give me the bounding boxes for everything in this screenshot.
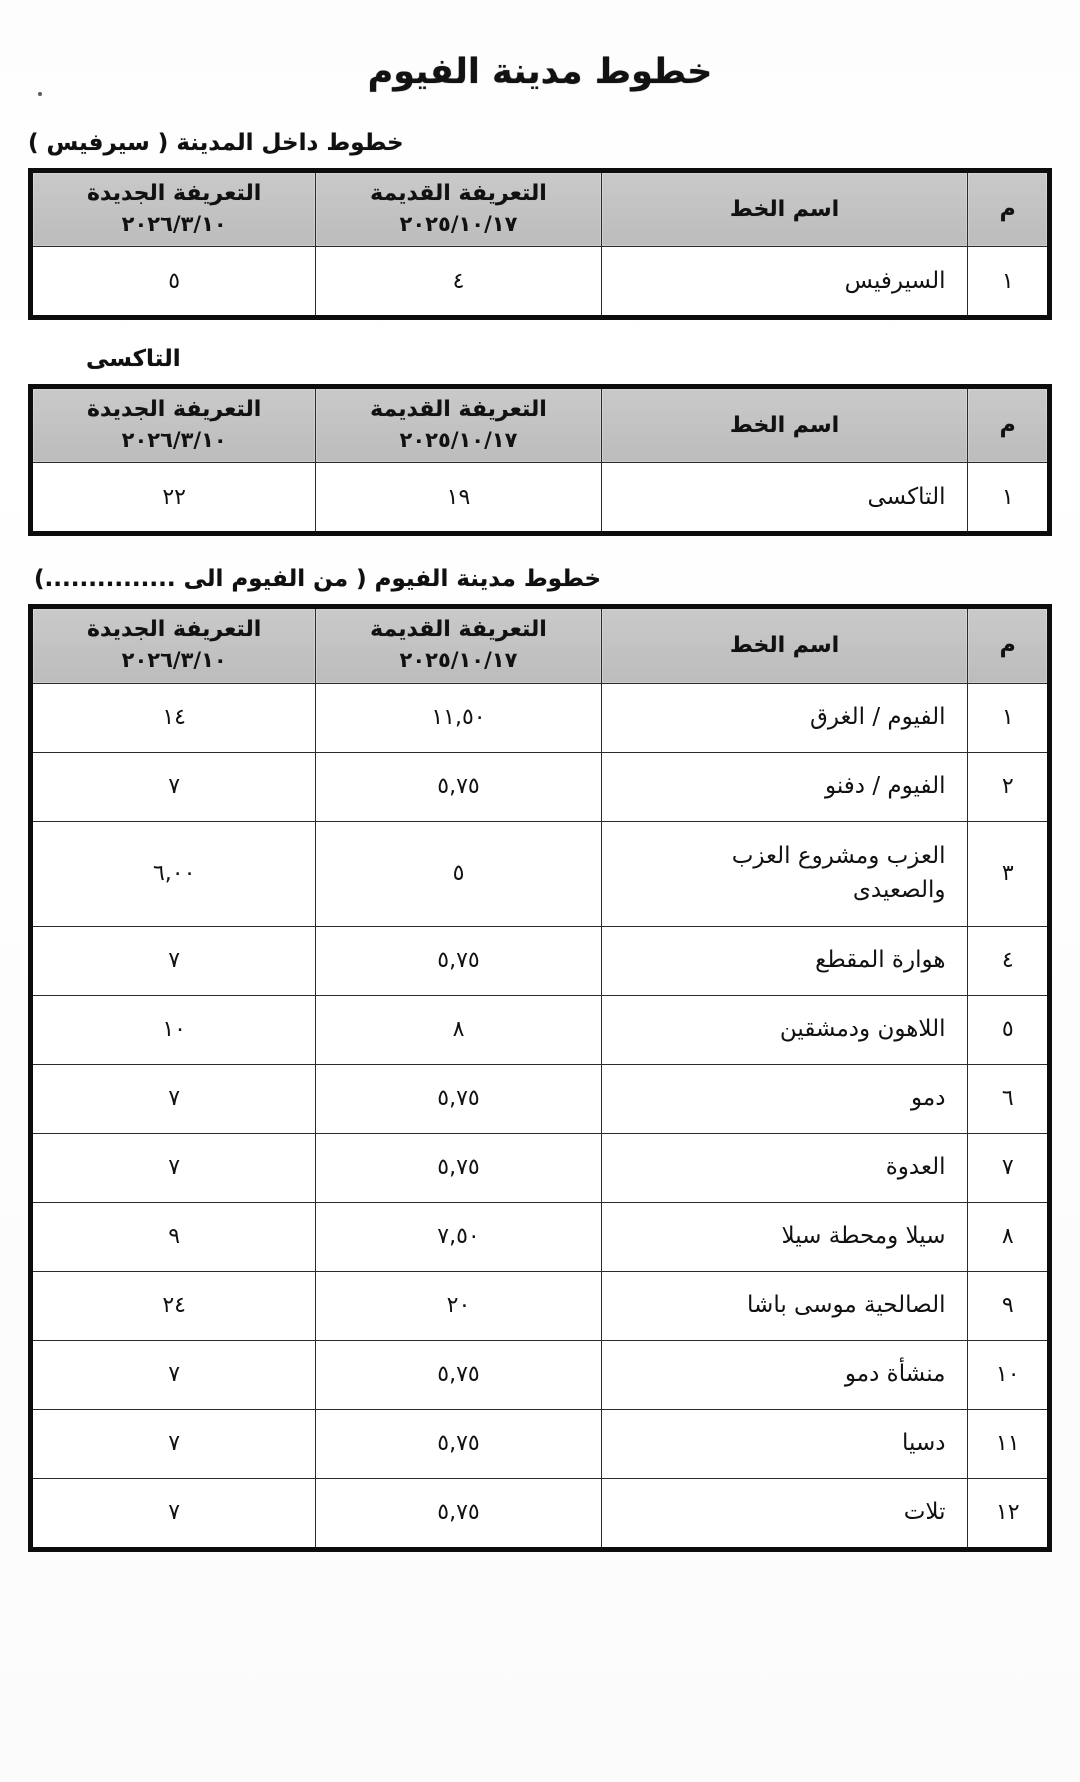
cell-old-tariff: ٢٠ (316, 1271, 601, 1340)
cell-line-name: منشأة دمو (601, 1340, 968, 1409)
table-row (31, 752, 1050, 821)
table-row (31, 1409, 1050, 1478)
cell-old-tariff: ١١,٥٠ (316, 683, 601, 752)
column-header-line-name-label: اسم الخط (729, 633, 840, 659)
column-header-line-name (601, 607, 968, 683)
column-header-new-tariff-label: التعريفة الجديدة (87, 397, 262, 423)
cell-old-tariff: ٥,٧٥ (316, 926, 601, 995)
cell-line-name-part1: العزب ومشروع العزب (731, 843, 946, 870)
column-header-line-name-label: اسم الخط (729, 413, 840, 439)
table-row (31, 821, 1050, 926)
cell-old-tariff: ٧,٥٠ (316, 1202, 601, 1271)
column-header-index-label: م (999, 633, 1016, 659)
table-row (31, 463, 1050, 534)
cell-new-tariff: ١٠ (31, 995, 316, 1064)
cell-new-tariff: ٧ (31, 1064, 316, 1133)
cell-line-name (601, 821, 968, 926)
cell-line-name: السيرفيس (601, 247, 968, 318)
column-header-new-tariff-date: ٢٠٢٦/٣/١٠ (121, 648, 227, 673)
column-header-index-label: م (999, 413, 1016, 439)
cell-index: ٤ (968, 926, 1050, 995)
cell-new-tariff: ٩ (31, 1202, 316, 1271)
table-header (31, 171, 1050, 247)
column-header-new-tariff-label: التعريفة الجديدة (87, 617, 262, 643)
cell-index: ٢ (968, 752, 1050, 821)
cell-line-name: دمو (601, 1064, 968, 1133)
cell-old-tariff: ٥,٧٥ (316, 1340, 601, 1409)
page-title: خطوط مدينة الفيوم (367, 52, 713, 92)
table-body (31, 247, 1050, 318)
cell-index: ٩ (968, 1271, 1050, 1340)
cell-index: ١٢ (968, 1478, 1050, 1549)
cell-new-tariff: ٦,٠٠ (31, 821, 316, 926)
cell-index: ٥ (968, 995, 1050, 1064)
header-row (31, 607, 1050, 683)
column-header-new-tariff (31, 387, 316, 463)
column-header-line-name (601, 387, 968, 463)
cell-index: ٦ (968, 1064, 1050, 1133)
scan-speck (38, 92, 42, 96)
column-header-old-tariff-date: ٢٠٢٥/١٠/١٧ (399, 427, 518, 452)
cell-index: ١٠ (968, 1340, 1050, 1409)
cell-old-tariff: ٥,٧٥ (316, 752, 601, 821)
cell-old-tariff: ٨ (316, 995, 601, 1064)
column-header-new-tariff-label: التعريفة الجديدة (87, 181, 262, 206)
cell-old-tariff: ٥,٧٥ (316, 1478, 601, 1549)
cell-old-tariff: ٤ (316, 247, 601, 318)
table-city-service (28, 168, 1052, 320)
cell-line-name: التاكسى (601, 463, 968, 534)
table-row (31, 1340, 1050, 1409)
table-taxi (28, 384, 1052, 536)
cell-new-tariff: ٧ (31, 1478, 316, 1549)
column-header-new-tariff-date: ٢٠٢٦/٣/١٠ (121, 211, 227, 236)
cell-old-tariff: ١٩ (316, 463, 601, 534)
cell-index: ١١ (968, 1409, 1050, 1478)
table-row (31, 247, 1050, 318)
section-heading-city-service: خطوط داخل المدينة ( سيرفيس ) (28, 130, 404, 156)
cell-index: ٣ (968, 821, 1050, 926)
cell-new-tariff: ٢٤ (31, 1271, 316, 1340)
column-header-old-tariff-label: التعريفة القديمة (370, 181, 547, 206)
cell-index: ٨ (968, 1202, 1050, 1271)
cell-line-name: اللاهون ودمشقين (601, 995, 968, 1064)
column-header-new-tariff (31, 607, 316, 683)
cell-line-name-part2: والصعيدى (852, 876, 946, 903)
column-header-line-name-label: اسم الخط (729, 197, 840, 222)
cell-line-name: الفيوم / دفنو (601, 752, 968, 821)
cell-new-tariff: ٧ (31, 752, 316, 821)
table-intercity-lines (28, 604, 1052, 1551)
column-header-new-tariff-date: ٢٠٢٦/٣/١٠ (121, 427, 227, 452)
table-row (31, 1064, 1050, 1133)
table-row (31, 683, 1050, 752)
column-header-old-tariff-date: ٢٠٢٥/١٠/١٧ (399, 211, 518, 236)
cell-index: ٧ (968, 1133, 1050, 1202)
column-header-index (968, 607, 1050, 683)
cell-old-tariff: ٥,٧٥ (316, 1409, 601, 1478)
table-body (31, 463, 1050, 534)
column-header-index (968, 387, 1050, 463)
cell-line-name: سيلا ومحطة سيلا (601, 1202, 968, 1271)
column-header-old-tariff (316, 171, 601, 247)
cell-line-name: تلات (601, 1478, 968, 1549)
column-header-index (968, 171, 1050, 247)
header-row (31, 171, 1050, 247)
cell-old-tariff: ٥,٧٥ (316, 1133, 601, 1202)
table-row (31, 926, 1050, 995)
cell-new-tariff: ٧ (31, 1340, 316, 1409)
cell-line-name: الصالحية موسى باشا (601, 1271, 968, 1340)
column-header-old-tariff-label: التعريفة القديمة (370, 397, 547, 423)
table-row (31, 995, 1050, 1064)
cell-line-name: الفيوم / الغرق (601, 683, 968, 752)
table-row (31, 1271, 1050, 1340)
cell-old-tariff: ٥ (316, 821, 601, 926)
cell-new-tariff: ١٤ (31, 683, 316, 752)
cell-index: ١ (968, 247, 1050, 318)
table-row (31, 1202, 1050, 1271)
cell-old-tariff: ٥,٧٥ (316, 1064, 601, 1133)
table-header (31, 607, 1050, 683)
section-heading-taxi: التاكسى (86, 346, 181, 373)
column-header-old-tariff-date: ٢٠٢٥/١٠/١٧ (399, 648, 518, 673)
table-header (31, 387, 1050, 463)
cell-line-name: العدوة (601, 1133, 968, 1202)
cell-line-name: دسيا (601, 1409, 968, 1478)
cell-new-tariff: ٧ (31, 926, 316, 995)
cell-new-tariff: ٢٢ (31, 463, 316, 534)
cell-new-tariff: ٧ (31, 1133, 316, 1202)
header-row (31, 387, 1050, 463)
cell-index: ١ (968, 463, 1050, 534)
table-row (31, 1478, 1050, 1549)
column-header-line-name (601, 171, 968, 247)
cell-index: ١ (968, 683, 1050, 752)
section-heading-intercity: خطوط مدينة الفيوم ( من الفيوم الى ...............) (34, 566, 602, 593)
table-body (31, 683, 1050, 1549)
column-header-index-label: م (999, 197, 1016, 222)
column-header-old-tariff (316, 387, 601, 463)
column-header-new-tariff (31, 171, 316, 247)
cell-line-name: هوارة المقطع (601, 926, 968, 995)
column-header-old-tariff (316, 607, 601, 683)
column-header-old-tariff-label: التعريفة القديمة (370, 617, 547, 643)
cell-new-tariff: ٥ (31, 247, 316, 318)
cell-new-tariff: ٧ (31, 1409, 316, 1478)
table-row (31, 1133, 1050, 1202)
